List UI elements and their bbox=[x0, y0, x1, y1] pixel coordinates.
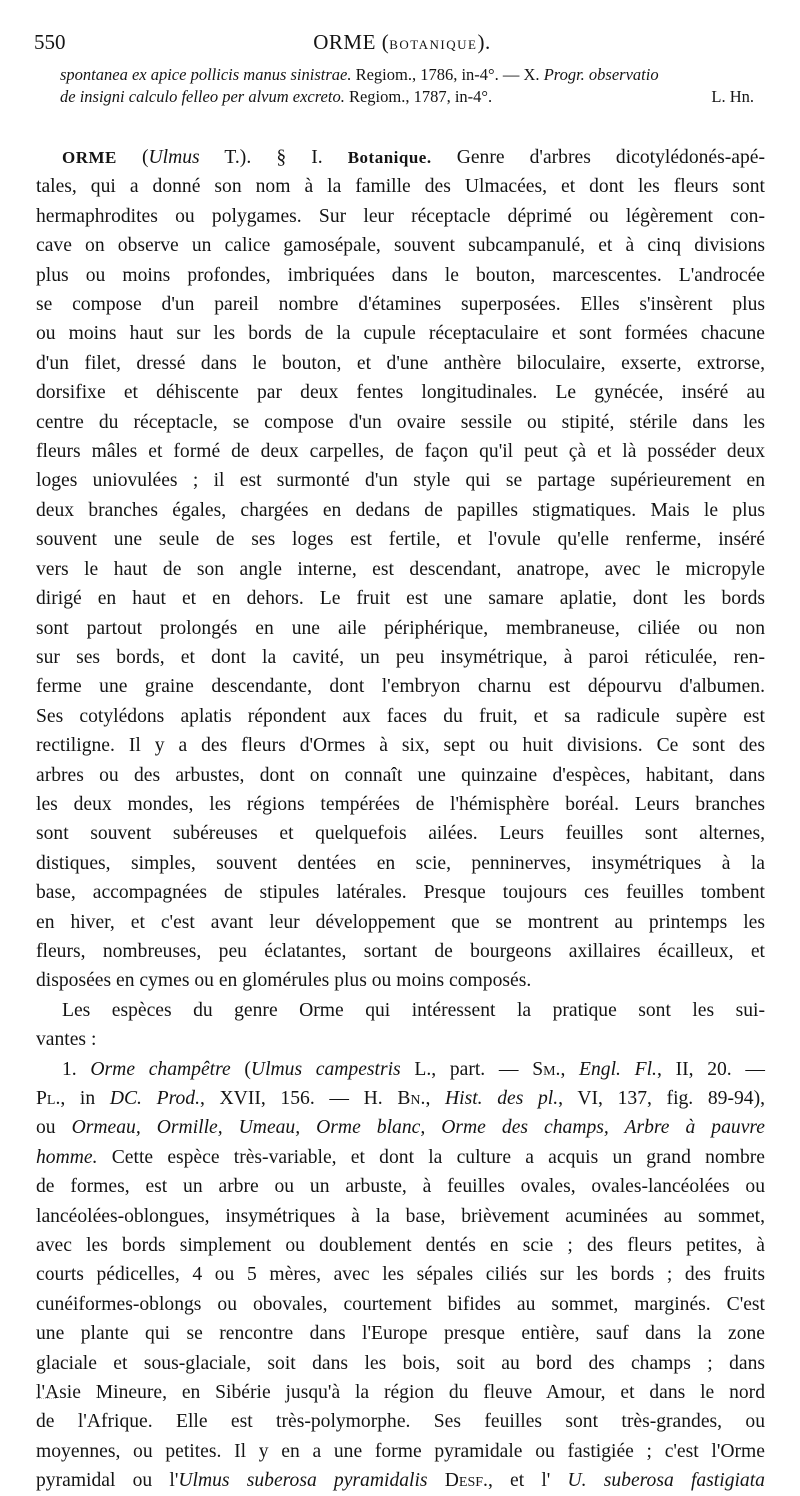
text-line: deux branches égales, chargées en dedans de papilles stigmatiques. Mais le plus bbox=[36, 499, 765, 521]
text-line: de l'Afrique. Elle est très-polymorphe. Ses feuilles sont très-grandes, ou bbox=[36, 1411, 765, 1433]
page-mark bbox=[36, 1398, 56, 1401]
section-marker: § I. bbox=[276, 147, 348, 168]
text-line: centre du réceptacle, se compose d'un ovaire sessile ou stipité, stérile dans les bbox=[36, 411, 765, 433]
text-line: 1. Orme champêtre (Ulmus campestris L., part. — Sm., Engl. Fl., II, 20. — bbox=[62, 1058, 765, 1080]
text-line: ferme une graine descendante, dont l'embryon charnu est dépourvu d'albumen. bbox=[36, 676, 765, 698]
bibliography-line: de insigni calculo felleo per alvum excreto. Regiom., 1787, in-4°. bbox=[60, 87, 493, 106]
text-line: Pl., in DC. Prod., XVII, 156. — H. Bn., Hist. des pl., VI, 137, fig. 89-94), bbox=[36, 1088, 766, 1109]
text-line: Ses cotylédons aplatis répondent aux faces du fruit, et sa radicule supère est bbox=[36, 705, 765, 727]
text-line: souvent une seule de ses loges est fertile, et l'ovule qu'elle renferme, inséré bbox=[36, 529, 765, 551]
text-line: d'un filet, dressé dans le bouton, et d'une anthère biloculaire, exserte, extrorse, bbox=[36, 352, 765, 374]
text-line: glaciale et sous-glaciale, soit dans les bois, soit au bord des champs ; dans bbox=[36, 1352, 765, 1374]
text-line: plus ou moins profondes, imbriquées dans le bouton, marcescentes. L'androcée bbox=[36, 264, 765, 286]
text-line: loges uniovulées ; il est surmonté d'un style qui se partage supérieurement en bbox=[36, 470, 765, 492]
text-line: ORME (Ulmus T.). § I. Botanique. Genre d'arbres dicotylédonés-apé- bbox=[62, 147, 765, 168]
text-line: courts pédicelles, 4 ou 5 mères, avec les sépales ciliés sur les bords ; des fruits bbox=[36, 1264, 765, 1286]
text-line: base, accompagnées de stipules latérales. Presque toujours ces feuilles tombent bbox=[36, 882, 765, 904]
page-number: 550 bbox=[34, 30, 66, 54]
author-initials: L. Hn. bbox=[711, 87, 754, 106]
text-line: ou moins haut sur les bords de la cupule réceptaculaire et sont formées chacune bbox=[36, 323, 765, 345]
text-line: homme. Cette espèce très-variable, et dont la culture a acquis un grand nombre bbox=[36, 1146, 765, 1168]
text-line: vers le haut de son angle interne, est descendant, anatrope, avec le micropyle bbox=[36, 558, 765, 580]
text-line: dorsifixe et déhiscente par deux fentes longitudinales. Le gynécée, inséré au bbox=[36, 382, 765, 404]
text-line: lancéolées-oblongues, insymétriques à la base, brièvement acuminées au sommet, bbox=[36, 1205, 765, 1227]
text-line: hermaphrodites ou polygames. Sur leur réceptacle déprimé ou légèrement con- bbox=[36, 205, 765, 227]
text-line: sont partout prolongés en une aile périphérique, membraneuse, ciliée ou non bbox=[36, 617, 765, 639]
genus-description bbox=[36, 143, 765, 996]
text-line: fleurs, nombreuses, peu éclatantes, sortant de bourgeons axillaires écailleux, et bbox=[36, 940, 765, 962]
text-line: disposées en cymes ou en glomérules plus ou moins composés. bbox=[36, 970, 532, 992]
species-1-description bbox=[36, 1055, 765, 1496]
bibliography-line: spontanea ex apice pollicis manus sinistrae. Regiom., 1786, in-4°. — X. Progr. observatio bbox=[60, 65, 659, 84]
species-intro bbox=[36, 996, 765, 1055]
text-line: cave on observe un calice gamosépale, souvent subcampanulé, et à cinq divisions bbox=[36, 235, 765, 257]
text-line: une plante qui se rencontre dans l'Europe presque entière, sauf dans la zone bbox=[36, 1323, 765, 1345]
species-number: 1. bbox=[62, 1058, 91, 1080]
text-line: fleurs mâles et formé de deux carpelles, de façon qu'il peut çà et là posséder deux bbox=[36, 441, 765, 463]
text-line: en hiver, et c'est avant leur développement que se montrent au printemps les bbox=[36, 911, 765, 933]
text-line: l'Asie Mineure, en Sibérie jusqu'à la région du fleuve Amour, et dans le nord bbox=[36, 1382, 765, 1404]
text-line: arbres ou des arbustes, dont on connaît une quinzaine d'espèces, habitant, dans bbox=[36, 764, 765, 786]
text-line: cunéiformes-oblongs ou obovales, courtement bifides au sommet, marginés. C'est bbox=[36, 1293, 765, 1315]
text-line: Les espèces du genre Orme qui intéressent la pratique sont les sui- bbox=[62, 999, 765, 1021]
entry-headword: ORME bbox=[62, 148, 117, 167]
text-line: sur ses bords, et dont la cavité, un peu insymétrique, à paroi réticulée, ren- bbox=[36, 646, 765, 668]
text-line: rectiligne. Il y a des fleurs d'Ormes à six, sept ou huit divisions. Ce sont des bbox=[36, 735, 765, 757]
text-line: tales, qui a donné son nom à la famille des Ulmacées, et dont les fleurs sont bbox=[36, 176, 765, 198]
text-line: vantes : bbox=[36, 1029, 97, 1051]
running-header bbox=[34, 28, 770, 56]
text-line: se compose d'un pareil nombre d'étamines superposées. Elles s'insèrent plus bbox=[36, 294, 765, 316]
text-line: sont souvent subéreuses et quelquefois ailées. Leurs feuilles sont alternes, bbox=[36, 823, 765, 845]
text-line: les deux mondes, les régions tempérées de l'hémisphère boréal. Leurs branches bbox=[36, 793, 765, 815]
running-title: ORME (BOTANIQUE). bbox=[313, 30, 491, 54]
section-title: Botanique. bbox=[347, 148, 432, 167]
text-line: moyennes, ou petites. Il y en a une forme pyramidale ou fastigiée ; c'est l'Orme bbox=[36, 1440, 765, 1462]
previous-entry-bibliography bbox=[60, 64, 768, 108]
text-line: ou Ormeau, Ormille, Umeau, Orme blanc, Orme des champs, Arbre à pauvre bbox=[36, 1117, 765, 1139]
entry-body bbox=[36, 143, 765, 1496]
text-line: pyramidal ou l'Ulmus suberosa pyramidalis Desf., et l' U. suberosa fastigiata bbox=[36, 1470, 765, 1492]
text-line: dirigé en haut et en dehors. Le fruit est une samare aplatie, dont les bords bbox=[36, 588, 765, 610]
text-line: avec les bords simplement ou doublement dentés en scie ; des fleurs petites, à bbox=[36, 1235, 765, 1257]
text-line: de formes, est un arbre ou un arbuste, à feuilles ovales, ovales-lancéolées ou bbox=[36, 1176, 765, 1198]
species-name: Orme champêtre bbox=[90, 1058, 231, 1080]
text-line: distiques, simples, souvent dentées en scie, penninerves, insymétriques à la bbox=[36, 852, 765, 874]
